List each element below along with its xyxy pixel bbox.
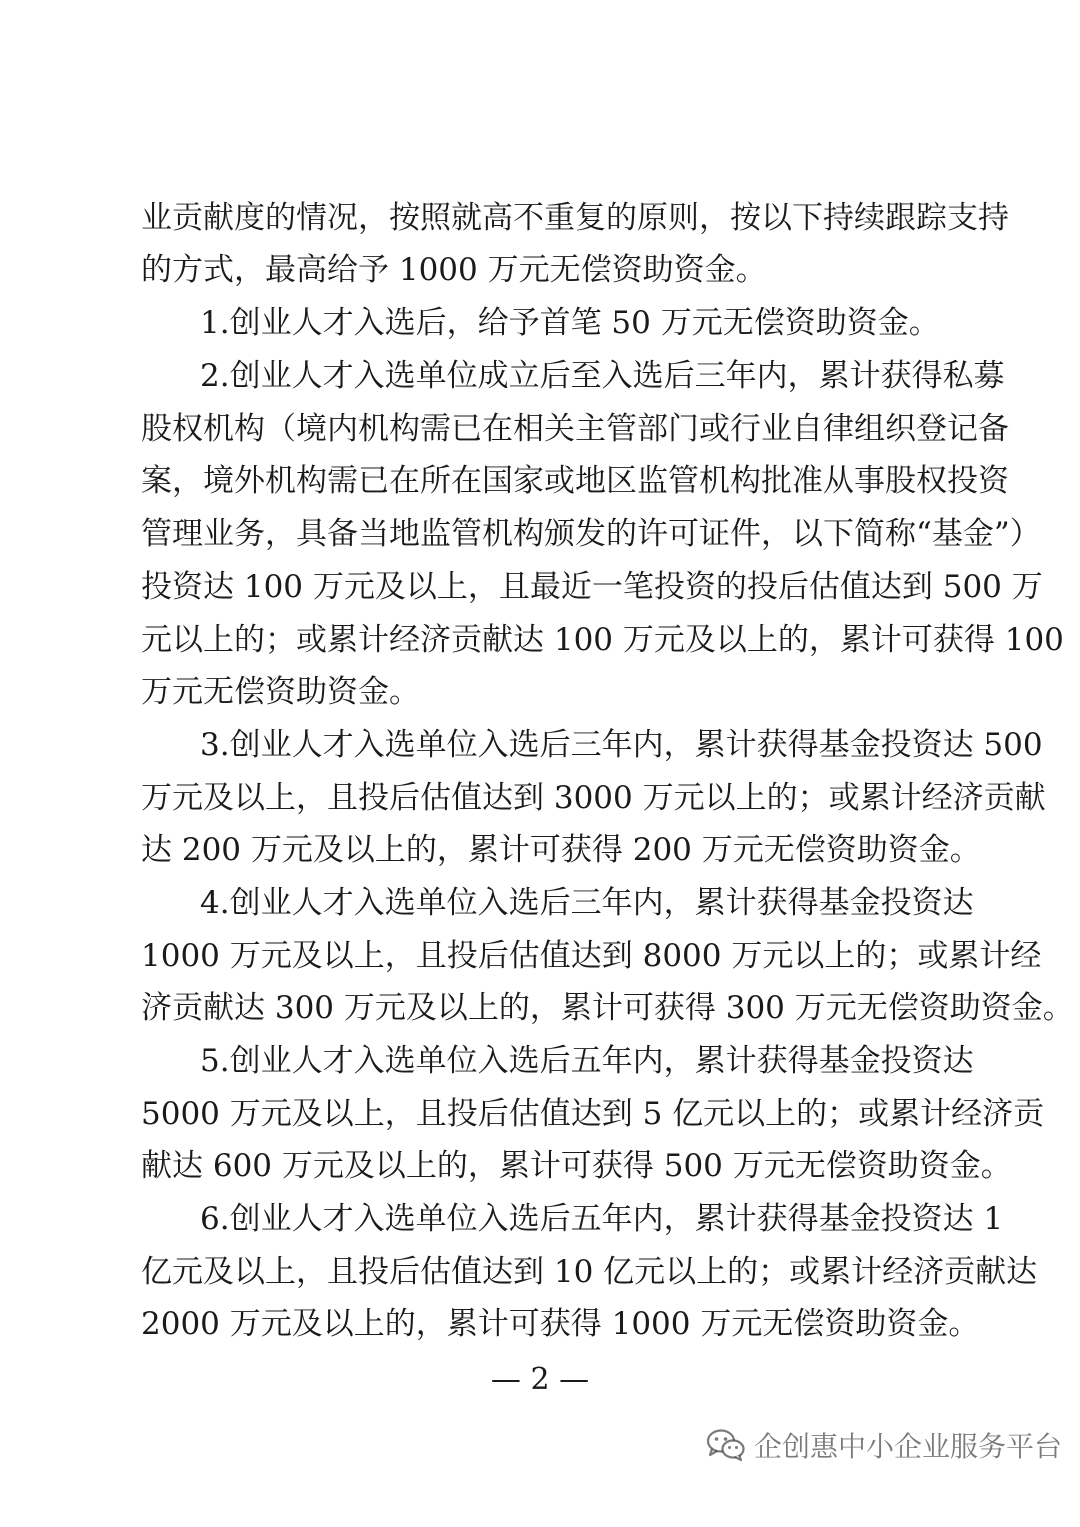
text-line: 1.创业人才入选后，给予首笔 50 万元无偿资助资金。: [200, 305, 940, 341]
page-number: — 2 —: [490, 1362, 590, 1397]
text-line: 5000 万元及以上，且投后估值达到 5 亿元以上的；或累计经济贡: [141, 1096, 1045, 1132]
watermark-text: 企创惠中小企业服务平台: [754, 1430, 1063, 1463]
text-line: 业贡献度的情况，按照就高不重复的原则，按以下持续跟踪支持: [141, 200, 1009, 236]
text-line: 5.创业人才入选单位入选后五年内，累计获得基金投资达: [200, 1043, 974, 1079]
text-line: 2000 万元及以上的，累计可获得 1000 万元无偿资助资金。: [141, 1306, 980, 1342]
text-line: 3.创业人才入选单位入选后三年内，累计获得基金投资达 500: [200, 727, 1043, 763]
text-line: 投资达 100 万元及以上，且最近一笔投资的投后估值达到 500 万: [141, 569, 1043, 605]
text-line: 献达 600 万元及以上的，累计可获得 500 万元无偿资助资金。: [141, 1148, 1012, 1184]
text-line: 达 200 万元及以上的，累计可获得 200 万元无偿资助资金。: [141, 832, 981, 868]
text-line: 股权机构（境内机构需已在相关主管部门或行业自律组织登记备: [141, 411, 1009, 447]
text-line: 管理业务，具备当地监管机构颁发的许可证件，以下简称“基金”）: [141, 516, 1041, 552]
text-line: 案，境外机构需已在所在国家或地区监管机构批准从事股权投资: [141, 463, 1009, 499]
text-line: 亿元及以上，且投后估值达到 10 亿元以上的；或累计经济贡献达: [141, 1254, 1038, 1290]
text-line: 的方式，最高给予 1000 万元无偿资助资金。: [141, 252, 767, 288]
text-line: 万元及以上，且投后估值达到 3000 万元以上的；或累计经济贡献: [141, 780, 1046, 816]
text-line: 1000 万元及以上，且投后估值达到 8000 万元以上的；或累计经: [141, 938, 1042, 974]
text-line: 2.创业人才入选单位成立后至入选后三年内，累计获得私募: [200, 358, 1005, 394]
text-line: 济贡献达 300 万元及以上的，累计可获得 300 万元无偿资助资金。: [141, 990, 1074, 1026]
text-line: 万元无偿资助资金。: [141, 674, 420, 710]
wechat-icon: [706, 1428, 746, 1462]
source-watermark: [706, 1425, 1062, 1465]
text-line: 4.创业人才入选单位入选后三年内，累计获得基金投资达: [200, 885, 974, 921]
text-line: 6.创业人才入选单位入选后五年内，累计获得基金投资达 1: [200, 1201, 1004, 1237]
text-line: 元以上的；或累计经济贡献达 100 万元及以上的，累计可获得 100: [141, 622, 1064, 658]
